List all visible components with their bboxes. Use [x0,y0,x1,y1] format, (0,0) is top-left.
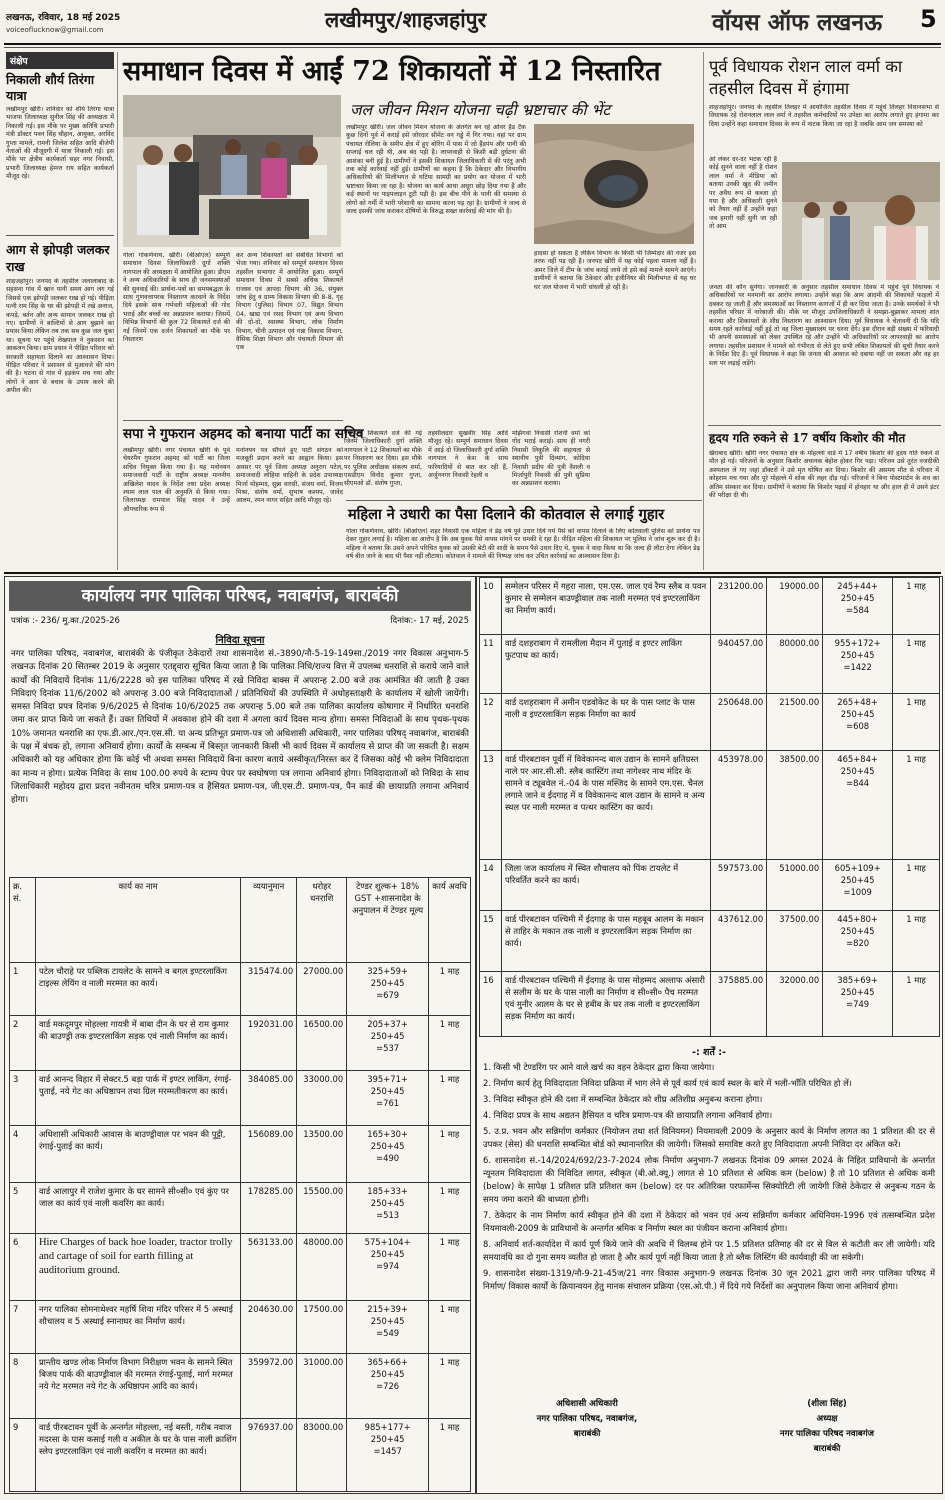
fee-line: =537 [376,1043,400,1053]
cell-period: 1 माह [429,1354,471,1419]
cell-period: 1 माह [429,1234,471,1301]
cell-work: वार्ड पीरबटावन पूर्वी में विवेकानन्द बाल उद्यान के सामने क्षतिग्रस्त नाले पर आर.सी.सी. स्लैब कास्टिंग तथा नागेश्वर नाथ मंदिर के सामने व ट्यूबवेल नं.-04 के पास मस्जिद के सामने एम.एस. चैनल लगाने जाने व ईदगाह में व विवेकानन्द बाल उद्यान के सामने व अन्य स्थल पर नाली मरम्मत व पत्थर कास्टिंग का कार्य। [501,751,710,860]
fee-line: =749 [846,999,870,1009]
table-row [480,694,940,751]
fee-line: 325+59+ [367,966,408,976]
table-row [480,972,940,1037]
cell-emd: 21500.00 [767,694,823,751]
fee-line: 575+104+ [364,1237,411,1247]
fee-line: 185+33+ [367,1186,408,1196]
fee-line: 250+45 [370,1316,405,1326]
sidebar-story-title: निकाली शौर्य तिरंगा यात्रा [6,72,95,103]
header-emd: धरोहर धनराशि [297,878,347,963]
cell-emd: 15500.00 [297,1183,347,1234]
lead-col-b: कर अन्य शिकायतों को संबंधित विभागों को भेजा गया। शनिवार को सम्पूर्ण समाधान दिवस तहसील सभागार में आयोजित हुआ। सम्पूर्ण समाधान दिवस में सबसे अधिक शिकायतें राजस्व एवं आपदा विभाग की 36, संयुक्त जांच हेतु व ग्राम्य विकास विभाग की 8-8, गृह विभाग (पुलिस) विभाग 07, विद्युत विभाग 04, खाद्य एवं रसद विभाग एवं अन्य विभाग की दो-दो, स्वास्थ्य विभाग, लोक निर्माण विभाग, चीनी उत्पादन एवं गन्ना विकास विभाग, वैसिक शिक्षा विभाग और पंचायती विभाग की एक [236,252,343,352]
condition-item: 8. अनिवार्य शर्त-कार्यादेश में कार्य पूर्ण किये जाने की अवधि में विलम्ब होने पर 1.5 प्रतिशत प्रतिमाह की दर से बिल से कटौती कर ली जायेगी। यदि समयावधि का दो गुना समय व्यतीत हो जाता है और कार्य पूर्ण नहीं किया जाता है तो ब्लैक लिस्टिंग की कार्यवाही की जा सकेगी। [483,1239,935,1262]
lead-photo [123,95,341,247]
fee-line: 250+45 [840,650,875,660]
fee-line: =820 [846,938,870,948]
fee-line: 395+71+ [367,1074,408,1084]
cell-estimate: 976937.00 [241,1419,297,1492]
sub1-photo [534,124,694,244]
right1-photo [782,162,940,280]
cell-emd: 80000.00 [767,635,823,694]
fee-line: 250+45 [370,978,405,988]
header-period: कार्य अवधि [429,878,471,963]
fee-line: 165+30+ [367,1129,408,1139]
cell-estimate: 231200.00 [711,578,767,635]
cell-period: 1 माह [429,1183,471,1234]
fee-line: =513 [376,1210,400,1220]
table-row [10,1183,471,1234]
sign-right-line: बाराबंकी [813,1444,841,1454]
fee-line: 445+80+ [837,914,878,924]
conditions [483,1045,935,1296]
sub2-col-a: लखीमपुर खीरी। नगर पंचायत खीरी के पूर्व चेयरमैन गुफरान अहमद को पार्टी का जिला सचिव नियुक्त किया गया है। यह मनोनयन समाजवादी पार्टी के राष्ट्रीय अध्यक्ष माननीय अखिलेश यादव के निर्देश तथा प्रदेश अध्यक्ष श्याम लाल पाल की अनुमति से किया गया। जिलाध्यक्ष रामपाल सिंह यादव ने उन्हें औपचारिक रूप से [123,447,230,513]
fee-line: =1457 [373,1446,402,1456]
cell-estimate: 315474.00 [241,963,297,1016]
cell-fee [347,1126,429,1183]
cell-estimate: 250648.00 [711,694,767,751]
condition-item: 1. किसी भी टेण्डरिंग पर आने वाले खर्च का वहन ठेकेदार द्वारा किया जायेगा। [483,1062,715,1072]
sidebar-story-title: आग से झोपड़ी जलकर राख [6,242,110,274]
sign-left-line: नगर पालिका परिषद, नवाबगंज, [536,1414,638,1424]
signature-left [487,1397,687,1442]
table-row [10,1016,471,1071]
condition-item: 7. ठेकेदार के नाम निर्माण कार्य स्वीकृत होने की दशा में ठेकेदार को भवन एवं अन्य सन्निर्माण कर्मकार अधिनियम-1996 एवं तत्सम्बन्धित प्रदेश नियमावली-2009 के प्राविधानों के अन्तर्गत श्रमिक व निर्माण स्थल का पंजीयन कराना अनिवार्य होगा। [483,1210,935,1233]
sidebar-story-body: शाहजहांपुर। जनपद के तहसील जलालाबाद के सहसना गांव में खान पानी समय आग लग गई जिससे एक झोपड़ी जलकर राख हो गई। पीड़िता पत्नी राम सिंह के घर की झोपड़ी में रखे अनाज, कपड़े, बर्तन और अन्य सामान जलकर राख हो गए। ग्रामीणों ने बाल्टियों से आग बुझाने का प्रयास किया लेकिन तब तक सब कुछ जल चुका था। सूचना पर पहुंचे लेखपाल ने नुकसान का आकलन किया। ग्राम प्रधान ने पीड़ित परिवार को सरकारी सहायता दिलाने का आश्वासन दिया। पीड़ित परिवार ने प्रशासन से मुआवजे की मांग की है। घटना से गांव में हड़कंप मच गया और लोगों ने आग से बचाव के उपाय करने की अपील की। [6,278,114,395]
cell-fee [823,860,893,911]
fee-line: =490 [376,1153,400,1163]
cell-estimate: 204630.00 [241,1301,297,1354]
table-row [480,860,940,911]
fee-line: =679 [376,990,400,1000]
cell-sn: 14 [480,860,502,911]
fee-line: 250+45 [370,1198,405,1208]
notice-ref-no: पत्रांक :- 236/ मु.का./2025-26 [11,616,120,626]
right1-headline: पूर्व विधायक रोशन लाल वर्मा का तहसील दिवस में हंगामा [709,57,903,98]
cell-sn: 11 [480,635,502,694]
notice-date: दिनांक:- 17 मई, 2025 [390,616,469,626]
cell-fee [823,578,893,635]
fee-line: =1009 [843,887,872,897]
right2-body: खैराबाद खीरी। खीरी नगर पंचायत क्षेत्र के मोहल्ला वार्ड में 17 वर्षीय किशोर की हृदय गति रुकने से मौत हो गई। परिजनों के अनुसार किशोर अचानक बेहोश होकर गिर पड़ा। परिजन उसे तुरंत नजदीकी अस्पताल ले गए जहां डॉक्टरों ने उसे मृत घोषित कर दिया। किशोर की असमय मौत से परिवार में कोहराम मच गया और पूरे मोहल्ले में शोक की लहर दौड़ गई। परिजनों ने बिना पोस्टमार्टम के शव का अंतिम संस्कार कर दिया। ग्रामीणों ने बताया कि किशोर पढ़ाई में होनहार था और हाल ही में उसने इंटर की परीक्षा दी थी। [709,450,939,500]
cell-emd: 37500.00 [767,911,823,972]
lead-headline: समाधान दिवस में आईं 72 शिकायतों में 12 निस्तारित [123,56,661,87]
fee-line: =974 [376,1261,400,1271]
table-row [480,911,940,972]
lead-col-d: तहसीलदार सुखवीर सिंह आदि मौजूद रहे। सम्पूर्ण समाधान दिवस में आई दो जिलाधिकारी दुर्गा शक्ति नागपाल ने केश के साथ फरियादियों से बात कर रही हैं, अर्जुननगर निवासी रेहली व [428,430,508,480]
cell-work: वार्ड दशहराबाग में रामलीला मैदान में पुताई व इण्टर लाकिंग फुटपाथ का कार्य। [501,635,710,694]
cell-period: 1 माह [429,1301,471,1354]
condition-item: 5. उ.प्र. भवन और सन्निर्माण कर्मकार (नियोजन तथा शर्त विनियमन) नियमावली 2009 के अनुसार कार्य के निर्माण लागत का 1 प्रतिशत की दर से उपकर (सेस) की धनराशि सम्बन्धित बोर्ड को स्थानान्तरित की जायेगी। जिसको समाविष्ट करते हुए निविदादाता अपनी निविदा दर अंकित करें। [483,1126,935,1149]
fee-line: =844 [846,778,870,788]
cell-work: वार्ड आलापुर में राजेश कुमार के घर सामने सी०सी० एवं कुंए पर जाल का कार्य एवं नाली कवरिंग का कार्य। [35,1183,240,1234]
table-row [10,963,471,1016]
cell-work: Hire Charges of back hoe loader, tractor trolly and cartage of soil for earth filling at auditorium ground. [35,1234,240,1301]
sub1-headline: जल जीवन मिशन योजना चढ़ी भ्रष्टाचार की भेंट [350,101,611,119]
cell-work: पटेल चौराहे पर पब्लिक टायलेट के सामने व बगल इण्टरलाकिंग टाइल्स लेयिंग व नाली मरम्मत का कार्य। [35,963,240,1016]
cell-sn: 8 [10,1354,36,1419]
cell-sn: 6 [10,1234,36,1301]
cell-estimate: 597573.00 [711,860,767,911]
fee-line: 245+44+ [837,581,878,591]
notice-office-title: कार्यालय नगर पालिका परिषद, नवाबगंज, बाराबंकी [9,581,471,611]
fee-line: 250+45 [840,926,875,936]
cell-work: नगर पालिका सोमनाथेश्वर महर्षि शिवा मंदिर परिसर में 5 अस्थाई शौचालय व 5 अस्थाई स्नानाघर का निर्माण कार्य। [35,1301,240,1354]
cell-emd: 19000.00 [767,578,823,635]
cell-fee [347,963,429,1016]
sub2-headline: सपा ने गुफरान अहमद को बनाया पार्टी का सचिव [123,426,364,442]
cell-work: वार्ड पीरबटावन पश्चिमी में ईदगाह के पास मोहम्मद अल्ताफ अंसारी से सलीम के घर के पास नाली का निर्माण व सी०सी० पैच मरम्मत एवं मुनीर आलम के घर से हबीब के घर तक नाली व इण्टरलाकिंग सड़क निर्माण का कार्य। [501,972,710,1037]
cell-sn: 5 [10,1183,36,1234]
fee-line: 265+48+ [837,697,878,707]
condition-item: 4. निविदा प्रपत्र के साथ अद्यतन हैसियत व चरित्र प्रमाण-पत्र की छायाप्रति लगाना अनिवार्य होगा। [483,1110,773,1120]
cell-work: सम्मेलन परिसर में गहरा नाला, एम.एस. जाल एवं रैम्प स्लैब व पवन कुमार से सम्मेलन बाउण्ड्रीवाल तक नाली मरम्मत एवं इण्टरलाकिंग का निर्माण कार्य। [501,578,710,635]
table-row [10,1126,471,1183]
tender-table-right [479,577,940,1037]
right1-top: शाहजहांपुर। जनपद के तहसील तिलहर में आयोजित तहसील दिवस में पहुंचे तिलहर विधानसभा से विधायक रहे रोशनलाल लाल वर्मा ने तहसील कर्मचारियों पर उपेक्षा का आरोप लगाते हुए हंगामा कर दिया उन्होंने कहा समाधान दिवस के रूप में नाटक किया जा रहा है जबकि आम जन समस्या को [709,104,939,128]
cell-estimate: 156089.00 [241,1126,297,1183]
table-row [10,1234,471,1301]
cell-emd: 38500.00 [767,751,823,860]
cell-fee [347,1071,429,1126]
header-estimate: व्ययानुमान [241,878,297,963]
cell-fee [347,1301,429,1354]
table-row [10,1071,471,1126]
cell-sn: 4 [10,1126,36,1183]
sign-right-line: नगर पालिका परिषद नवाबगंज [779,1429,875,1439]
header-fee: टेण्डर शुल्क+ 18% GST +शासनादेश के अनुपालन में टेण्डर मूल्य [347,878,429,963]
sign-right-line: (शीला सिंह) [807,1399,847,1409]
cell-sn: 15 [480,911,502,972]
sub3-body: गोला गोकर्णनाथ, खीरी। (बीओएल) शहर निवासी एक महिला ने डेढ़ वर्ष पूर्व उधार दिये गये पैसे को वापस दिलाने के लिए कोतवाली पुलिस को प्रार्थना पत्र देकर गुहार लगाई है। महिला का आरोप है कि अब युवक पैसे वापस मांगने पर धमकी दे रहा है। पीड़ित महिला की शिकायत पर पुलिस ने जांच शुरू कर दी है। महिला ने बताया कि उसने अपने परिचित युवक को उसकी बेटी की शादी के समय पैसे उधार दिए थे, युवक ने वादा किया था कि जल्द ही लौटा देगा लेकिन डेढ़ वर्ष बीत जाने के बाद भी पैसा नहीं लौटाया। कोतवाल ने मामले की निष्पक्ष जांच कर उचित कार्रवाई का आश्वासन दिया है। [346,528,700,561]
table-row [480,578,940,635]
fee-line: 365+66+ [367,1357,408,1367]
cell-work: वार्ड पीरबटावन पश्चिमी में ईदगाह के पास महबूब आलम के मकान से ताहिर के मकान तक नाली व इण्टरलाकिंग सड़क निर्माण का कार्य। [501,911,710,972]
tender-table-left [9,877,471,1492]
cell-emd: 32000.00 [767,972,823,1037]
cell-work: वार्ड पीरबटावन पूर्वी के अन्तर्गत मोहल्ला, नई बस्ती, गरीब नवाज मदरसा के पास कसाई गली व अकील के घर के पास नाली क्राशिंग स्लेप इण्टरलाकिंग एवं नाली कवरिंग व मरम्मत का कार्य। [35,1419,240,1492]
cell-fee [823,694,893,751]
table-header-row [10,878,471,963]
cell-period: 1 माह [893,578,940,635]
cell-emd: 83000.00 [297,1419,347,1492]
table-row [10,1419,471,1492]
cell-fee [823,751,893,860]
cell-sn: 10 [480,578,502,635]
cell-period: 1 माह [429,1016,471,1071]
fee-line: 250+45 [840,593,875,603]
notice-left [4,576,476,1494]
cell-emd: 13500.00 [297,1126,347,1183]
cell-work: प्रान्तीय खण्ड लोक निर्माण विभाग निरीक्षण भवन के सामने स्थित बिजय पार्क की बाउण्ड्रीवाल की मरम्मत रंगाई-पुताई, मार्ग मरम्मत नये गेट मरम्मत नये गेट के अधिष्ठापन आदि का कार्य। [35,1354,240,1419]
fee-line: 250+45 [840,875,875,885]
cell-period: 1 माह [429,963,471,1016]
right2-headline: हृदय गति रुकने से 17 वर्षीय किशोर की मौत [709,431,906,445]
fee-line: =584 [846,605,870,615]
lead-col-e: मझिगवां निवासी रोशनी वर्मा को गोद भराई कराई। साथ ही नगरी निवासी लिकुलि की सहायता से स्थानीय पुत्री दिव्यांग, कोदिया निवासी प्रदीप की पुत्री वैशली व मिर्जापुरी निवासी की पुत्री सुप्रिया का अन्नप्राशन कराया। [512,430,590,488]
sub1-body: लखीमपुर खीरी। जल जीवन मिशन योजना के अंतर्गत बन रहे ओवर हैड टैंक कुछ दिनों पूर्व में कराई इसे जोरदार सीमेंट वन गड्ढे में गिर गया। वहां पर ग्राम पंचायत रोलिया के समीप क्षेत्र में हुए बोरिंग में पास में जो हैंडपंप और पानी की सप्लाई चल रही थी, अब बंद पड़ी है। लापरवाही से किसी बड़ी दुर्घटना की आशंका बनी हुई है। ग्रामीणों ने इसकी शिकायत जिलाधिकारी से की परंतु अभी तक कोई कार्रवाई नहीं हुई। ग्रामीणों का कहना है कि ठेकेदार और विभागीय अधिकारियों की मिलीभगत से घटिया सामग्री का प्रयोग कर योजना में भारी भ्रष्टाचार किया जा रहा है। योजना का कार्य आधा अधूरा छोड़ दिया गया है और कई स्थानों पर पाइपलाइन टूटी पड़ी है। इस बीच पीने के पानी की समस्या से लोगों को गर्मी में भारी परेशानी का सामना करना पड़ रहा है। ग्रामीणों ने जल्द से जल्द इसकी जांच कराकर दोषियों के विरुद्ध सख्त कार्रवाई की मांग की है। [346,124,526,216]
dateline: लखनऊ, रविवार, 18 मई 2025 [6,13,121,23]
fee-line: 215+39+ [367,1304,408,1314]
cell-period: 1 माह [893,694,940,751]
cell-period: 1 माह [429,1071,471,1126]
header-sn: क्र. सं. [10,878,36,963]
cell-emd: 31000.00 [297,1354,347,1419]
cell-sn: 13 [480,751,502,860]
cell-sn: 2 [10,1016,36,1071]
cell-work: अधिशासी अधिकारी आवास के बाउण्ड्रीवाल पर भवन की पुट्टी, रंगाई-पुताई का कार्य। [35,1126,240,1183]
header-work: कार्य का नाम [35,878,240,963]
fee-line: 250+45 [370,1141,405,1151]
sidebar-story-body: लखीमपुर खीरी। शनिवार को शौर्य तिरंगा यात्रा भाजपा जिलाध्यक्ष सुनील सिंह की अध्यक्षता में निकाली गई। इस मौके पर मुख्य अतिथि प्रभारी मंत्री डॉक्टर पवन सिंह चौहान, आयुक्त, अरविंद गुप्ता मामले, रामनी जिलेश सहित आदि बीजेपी नेताओं की मौजूदगी में यात्रा निकाली गई। इस मौके पर क्षेत्रीय कार्यकर्ता सहर नगर निवासी, प्रभारी जिलाध्यक्ष हेमन्त राय सहित कार्यकर्ता मौजूद रहे। [6,106,114,181]
cell-estimate: 437612.00 [711,911,767,972]
fee-line: 250+45 [840,709,875,719]
right1-bottom: जनता की कौन सुनेगा। जानकारी के अनुसार तहसील समाधान दिवस में पहुंचे पूर्व विधायक ने अधिकारियों पर मनमानी का आरोप लगाया। उन्होंने कहा कि आम आदमी की शिकायतें फाइलों में दबकर रह जाती हैं और समस्याओं का निस्तारण कागजों में ही कर दिया जाता है। उनके समर्थकों ने भी तहसील परिसर में नारेबाजी की। मौके पर मौजूद उपजिलाधिकारी ने समझा-बुझाकर मामला शांत कराया और शिकायतों के शीघ्र निस्तारण का आश्वासन दिया। पूर्व विधायक ने चेतावनी दी कि यदि समय रहते कार्रवाई नहीं हुई तो वह जिला मुख्यालय पर धरना देंगे। इस दौरान बड़ी संख्या में फरियादी भी अपनी समस्याओं को लेकर उपस्थित रहे और उन्होंने भी अधिकारियों पर लापरवाही का आरोप लगाया। तहसील प्रशासन ने मामले को गंभीरता से लेते हुए सभी लंबित शिकायतों की सूची तैयार करने के निर्देश दिए हैं। पूर्व विधायक ने कहा कि जनता की आवाज को दबाया नहीं जा सकता और वह हर स्तर पर लड़ाई लड़ेंगे। [709,284,939,367]
table-row [10,1354,471,1419]
condition-item: 6. शासनादेश सं.-14/2024/692/23-7-2024 लोक निर्माण अनुभाग-7 लखनऊ दिनांक 09 अगस्त 2024 के निहित प्राविधानो के अन्तर्गत न्यूनतम निविदादाता की निविदित लागत, स्वीकृत (बी.ओ.क्यू.) लागत से 10 प्रतिशत से अधिक कम (below) है तो 10 प्रतिशत से अधिक कमी (below) के सापेक्ष 1 प्रतिशत प्रति प्रतिशत कम (below) दर पर अतिरिक्त परफार्मेन्स सिक्योरिटी ली जायेगी जिसे ठेकेदार से अनुबन्ध गठन के समय जमा कराने की बाध्यता होगी। [483,1155,935,1204]
cell-estimate: 178285.00 [241,1183,297,1234]
cell-period: 1 माह [893,751,940,860]
sidebar-tag: संक्षेप [6,52,114,69]
cell-sn: 16 [480,972,502,1037]
signature-right [727,1397,927,1457]
fee-line: 250+45 [840,766,875,776]
cell-work: वार्ड आनन्द विहार में सेक्टर.5 बड़ा पार्क में इण्टर लाकिंग, रंगाई-पुताई, नये गेट का अधिष्ठापन तथा ग्रिल मरम्मतीकरण का कार्य। [35,1071,240,1126]
cell-fee [823,911,893,972]
cell-period: 1 माह [429,1126,471,1183]
fee-line: 250+45 [370,1434,405,1444]
cell-emd: 33000.00 [297,1071,347,1126]
cell-period: 1 माह [893,860,940,911]
cell-estimate: 384085.00 [241,1071,297,1126]
fee-line: 605+109+ [834,863,881,873]
fee-line: =608 [846,721,870,731]
cell-fee [823,972,893,1037]
cell-sn: 9 [10,1419,36,1492]
sign-left-line: अधिशासी अधिकारी [556,1399,618,1409]
cell-fee [823,635,893,694]
fee-line: =761 [376,1098,400,1108]
fee-line: =549 [376,1328,400,1338]
right1-side: ओ लेकर दर-दर भटक रही है कोई सुनने वाला नहीं है रोशन लाल वर्मा ने मीडिया को बताया उनकी खुद की जमीन पर अवैध रूप से कब्जा हो गया है और अधिकारी सुनने को तैयार नहीं हैं उन्होंने कहा जब हमारी नहीं सुनी जा रही तो आम [709,156,777,231]
fee-line: 250+45 [370,1031,405,1041]
cell-emd: 17500.00 [297,1301,347,1354]
fee-line: =1422 [843,662,872,672]
sub3-headline: महिला ने उधारी का पैसा दिलाने की कोतवाल से लगाई गुहार [348,506,665,523]
sub2-col-b: मनोनयन पत्र सौंपते हुए पार्टी संगठन को मजबूती प्रदान करने का आह्वान किया। इस अवसर पर पूर्व जिला अध्यक्ष अनुराग पटेल, समाजवादी लोहिया वाहिनी के प्रदेश उपाध्यक्ष मिर्जा मोहम्मद, सुन्ना वारसी, संजय वर्मा, विजय मिश्रा, संतोष वर्मा, सुभाष कश्यप, जावेद आलम, रमन नागर सहित आदि मौजूद रहे। [236,447,343,505]
cell-estimate: 359972.00 [241,1354,297,1419]
fee-line: 205+37+ [367,1019,408,1029]
cell-emd: 16500.00 [297,1016,347,1071]
paper-name: वॉयस ऑफ लखनऊ [712,10,883,36]
condition-item: 2. निर्माण कार्य हेतु निविदादाता निविदा प्रक्रिया में भाग लेने से पूर्व कार्य एवं कार्य स्थल के बारे में भली-भाँति परिचित हो लें। [483,1078,852,1088]
notice-right [476,576,943,1494]
cell-emd: 27000.00 [297,963,347,1016]
fee-line: =726 [376,1381,400,1391]
cell-emd: 51000.00 [767,860,823,911]
cell-period: 1 माह [893,635,940,694]
sign-right-line: अध्यक्ष [816,1414,838,1424]
cell-period: 1 माह [429,1419,471,1492]
cell-work: वार्ड मकदूमपुर मोहल्ला गायत्री में बाबा दीन के घर से राम कुमार की बाउण्ड्री तक इण्टरलाकिंग सड़क एवं नाली निर्माण का कार्य। [35,1016,240,1071]
cell-sn: 7 [10,1301,36,1354]
fee-line: 985+177+ [364,1422,411,1432]
cell-sn: 3 [10,1071,36,1126]
cell-fee [347,1234,429,1301]
cell-fee [347,1016,429,1071]
fee-line: 250+45 [370,1249,405,1259]
condition-item: 3. निविदा स्वीकृत होने की दशा में सम्बन्धित ठेकेदार को शीघ्र अतिशीघ्र अनुबन्ध कराना होगा। [483,1094,763,1104]
cell-fee [347,1183,429,1234]
table-row [480,635,940,694]
cell-estimate: 563133.00 [241,1234,297,1301]
cell-estimate: 192031.00 [241,1016,297,1071]
fee-line: 250+45 [370,1369,405,1379]
cell-sn: 1 [10,963,36,1016]
masthead [0,0,945,44]
cell-fee [347,1354,429,1419]
cell-estimate: 940457.00 [711,635,767,694]
sub1-bottom: हादसा हो सकता है लेकिन विभाग के किसी भी जिम्मेदार की नजर इस तरफ नहीं पड़ रही है। जनपद खीरी में यह कोई पहला मामला नहीं है। अमर जिले में टीम के जांच कराई जाये तो इसे कई मामले सामने आएंगे। ग्रामीणों ने बताया कि ठेकेदार और इंजीनियर की मिलीभगत से यह घर घर जल योजना में भारी धांधली हो रही है। [534,250,696,291]
cell-estimate: 453978.00 [711,751,767,860]
fee-line: 955+172+ [834,638,881,648]
fee-line: 385+69+ [837,975,878,985]
lead-col-c: एक-एक शिकायतें दर्ज की गई जिनमें जिलाधिकारी दुर्गा शक्ति नागपाल ने 12 शिकायतों का मौके पर निस्तारण कर दिया। इस मौके पर पुलिस अधीक्षक संकल्प शर्मा, एसडीएम विनोद कुमार गुप्ता, सीएमओ डॉ. संतोष गुप्ता, [344,430,422,488]
table-row [10,1301,471,1354]
cell-fee [347,1419,429,1492]
cell-work: वार्ड दशहराबाग में अमीन एडवोकेट के घर के पास प्लाट के पास नाली व इण्टरलाकिंग सड़क निर्माण का कार्य [501,694,710,751]
notice-body: नगर पालिका परिषद, नवाबगंज, बाराबंकी के पंजीकृत ठेकेदारों तथा शासनादेश सं.-3890/नौ-5-19-149सा./2019 नगर विकास अनुभाग-5 लखनऊ दिनांक 20 सितम्बर 2019 के अनुसार एतद्द्वारा सूचित किया जाता है कि पालिका निधि/राज्य वित्त में उपलब्ध धनराशि से कराये जाने वाले कार्यों की निविदायें दिनांक 11/6/2228 को इस पालिका परिषद में रखे निविदा बाक्स में अपरान्ह 2.00 बजे तक आमंत्रित की जाती है उक्त निविदाएं दिनांक 11/6/2002 को अपरान्ह 3.00 बजे निविदादाताओं / प्रतिनिधियों की उपस्थिति में अधोहस्ताक्षरी के कार्यालय में खोली जायेंगी। समस्त निविदा प्रपत्र दिनांक 9/6/2025 से दिनांक 10/6/2025 तक अपरान्ह 5.00 बजे तक पालिका कार्यालय कोषागार में निर्धारित धनराशि जमा कर प्राप्त किये जा सकते हैं। उक्त तिथियों में अवकाश होने की दशा में अगला कार्य दिवस मान्य होगा। समस्त निविदाओं के साथ पृथक-पृथक 10% जमानत धनराशि का एफ.डी.आर./एन.एस.सी. या अन्य प्रतिभूत प्रमाण-पत्र जो अधिशासी अधिकारी, नगर पालिका परिषद् नवाबगंज, बाराबंकी के पक्ष में बंधक हो, लगाना अनिवार्य होगा। कार्यों के सम्बन्ध में बिस्तृत जानकारी किसी भी कार्य दिवस में कार्यालय से प्राप्त की जा सकती है। सक्षम अधिकारी को यह अधिकार होगा कि कोई भी अथवा समस्त निविदायें बिना कारण बताये अस्वीकृत/निरस्त कर दें जिसका कोई भी क्लेम निविदादाता का मान्य न होगा। प्रत्येक निविदा के साथ 100.00 रुपये के स्टाम्प पेपर पर स्वघोषणा पत्र लगाना अनिवार्य होगा। निविदादाताओं को निविदा के साथ जिलाधिकारी महोदय द्वारा प्रदत्त नवीनतम चरित्र प्रमाण-पत्र व हैसियत प्रमाण-पत्र, जी.एस.टी. प्रमाण-पत्र, पैन कार्ड की छायाप्रति लगाना अनिवार्य होगा। [11,649,469,806]
cell-sn: 12 [480,694,502,751]
cell-period: 1 माह [893,911,940,972]
notice-title: निविदा सूचना [215,635,265,646]
email: voiceoflucknow@gmail.com [6,26,104,34]
cell-work: जिला जज कार्यालय में स्थित शौचालय को पिंक टायलेट में परिवर्तित करने का कार्य। [501,860,710,911]
fee-line: 250+45 [370,1086,405,1096]
edition-name: लखीमपुर/शाहजहांपुर [325,8,487,32]
sign-left-line: बाराबंकी [573,1429,601,1439]
lead-col-a: गोला गोकर्णनाथ, खीरी। (बीओएल) सम्पूर्ण समाधान दिवस जिलाधिकारी दुर्गा शक्ति नागपाल की अध्यक्षता में आयोजित हुआ। डीएम ने अन्य अधिकारियों के साथ ही जनसमस्याओं की सुनवाई की। प्रार्थना-पत्रों का समयबद्धता के साथ गुणवत्तापरक निस्तारण करवाने के निर्देश दिये इसके साथ गर्भवती महिलाओं की गोद भराई और बच्चों का अन्नप्राशन कराया। जिसमें विभिन्न विभागों की कुल 72 शिकायतें दर्ज की गईं जिनमें एक दर्जन शिकायतों का मौके पर निस्तारण [123,252,230,344]
page-number: 5 [920,5,937,33]
conditions-title: -: शर्तें :- [692,1047,726,1058]
condition-item: 9. शासनादेश संख्या-1319/नौ-9-21-45ज/21 नगर विकास अनुभाग-9 लखनऊ दिनांक 30 जून 2021 द्वारा जारी नगर पालिका परिषद में निर्माण/ विकास कार्यों के क्रियान्वयन हेतु मानक संचालन प्रक्रिया (एस.ओ.पी.) में दिये गये निर्देशों का अनुपालन किया जाना अनिवार्य होगा। [483,1268,935,1291]
cell-period: 1 माह [893,972,940,1037]
cell-estimate: 375885.00 [711,972,767,1037]
fee-line: 250+45 [840,987,875,997]
cell-emd: 48000.00 [297,1234,347,1301]
sidebar [6,52,114,570]
fee-line: 465+84+ [837,754,878,764]
table-row [480,751,940,860]
